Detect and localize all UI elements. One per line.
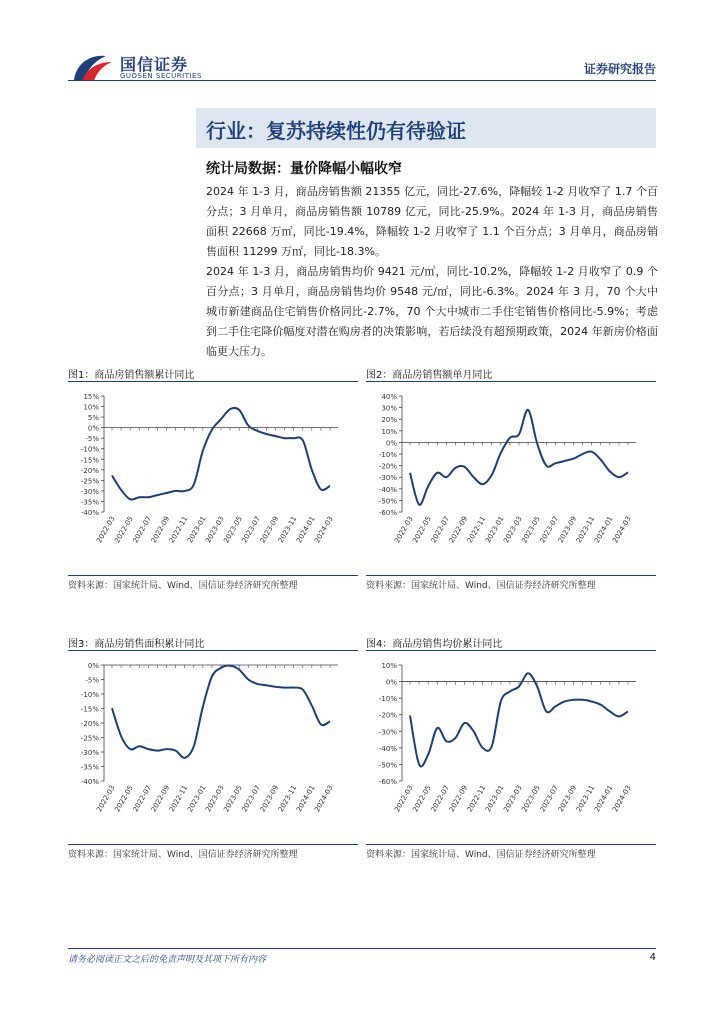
x-tick-label: 2023-11 <box>574 515 597 545</box>
y-tick-label: -40% <box>80 778 99 786</box>
x-tick-label: 2022-07 <box>131 515 154 545</box>
figure-title: 图2：商品房销售额单月同比 <box>366 370 493 381</box>
x-tick-label: 2023-05 <box>520 515 542 545</box>
x-tick-label: 2022-03 <box>393 515 415 545</box>
y-tick-label: 30% <box>381 404 397 413</box>
y-tick-label: -5% <box>85 676 99 685</box>
x-tick-label: 2023-05 <box>222 784 244 814</box>
y-tick-label: -25% <box>80 477 99 486</box>
y-tick-label: 10% <box>381 662 397 670</box>
y-tick-label: 40% <box>381 393 397 401</box>
y-tick-label: -60% <box>378 509 397 517</box>
y-tick-label: -20% <box>80 720 99 728</box>
y-tick-label: -40% <box>378 485 397 494</box>
y-tick-label: -40% <box>80 509 99 517</box>
figure-source-divider <box>366 575 656 576</box>
y-tick-label: -40% <box>378 744 397 753</box>
y-tick-label: -15% <box>80 705 99 714</box>
x-tick-label: 2024-03 <box>611 784 633 814</box>
x-tick-label: 2022-07 <box>429 784 452 814</box>
y-tick-label: -20% <box>80 466 99 475</box>
figure-2 <box>366 366 656 596</box>
y-tick-label: -25% <box>80 734 99 743</box>
x-tick-label: 2022-05 <box>113 784 135 814</box>
header-divider <box>68 80 656 81</box>
x-tick-label: 2024-01 <box>593 784 615 814</box>
x-tick-label: 2022-11 <box>167 784 190 814</box>
y-tick-label: -30% <box>80 487 99 496</box>
figure-title: 图3：商品房销售面积累计同比 <box>68 639 205 650</box>
body-paragraph-2: 2024 年 1-3 月，商品房销售均价 9421 元/㎡，同比-10.2%，降幅较 1-2 月收窄了 0.9 个百分点；3 月单月，商品房销售均价 9548 元/㎡，同比-6.3%。2024 年 3 月，70 个大中城市新建商品住宅销售价格同比-2.7%，70 个大中城市二手住宅销售价格同比-5.9%；考虑到二手住宅降价幅度对潜在购房者的决策影响，若后续没有超预期政策，2024 年新房价格面临更大压力。 <box>206 265 658 358</box>
figure-source-divider <box>68 575 358 576</box>
y-tick-label: -30% <box>378 728 397 737</box>
x-tick-label: 2022-09 <box>447 784 470 814</box>
x-tick-label: 2023-11 <box>276 515 299 545</box>
x-tick-label: 2024-03 <box>313 515 335 545</box>
figure-title-divider <box>68 381 358 382</box>
y-tick-label: 10% <box>381 427 397 436</box>
figure-3 <box>68 635 358 865</box>
y-tick-label: -35% <box>80 763 99 772</box>
logo-chinese-name: 国信证券 <box>120 55 189 74</box>
y-tick-label: 0% <box>87 662 99 670</box>
y-tick-label: -15% <box>80 456 99 465</box>
x-tick-label: 2023-09 <box>258 515 281 545</box>
x-tick-label: 2023-01 <box>186 515 208 545</box>
x-tick-label: 2023-03 <box>502 515 524 545</box>
line-chart <box>68 653 358 843</box>
line-chart <box>68 384 358 574</box>
line-chart <box>366 384 656 574</box>
figure-title: 图4：商品房销售均价累计同比 <box>366 639 503 650</box>
x-tick-label: 2022-05 <box>411 784 433 814</box>
y-tick-label: -50% <box>378 497 397 506</box>
x-tick-label: 2023-11 <box>276 784 299 814</box>
x-tick-label: 2023-03 <box>502 784 524 814</box>
page-header <box>0 0 724 92</box>
series-line <box>112 666 330 758</box>
x-tick-label: 2022-05 <box>113 515 135 545</box>
figure-source-divider <box>366 844 656 845</box>
page-number: 4 <box>649 952 656 963</box>
y-tick-label: 0% <box>87 424 99 433</box>
y-tick-label: 10% <box>83 403 99 412</box>
x-tick-label: 2023-03 <box>204 784 226 814</box>
x-tick-label: 2024-03 <box>611 515 633 545</box>
x-tick-label: 2023-05 <box>222 515 244 545</box>
x-tick-label: 2023-11 <box>574 784 597 814</box>
y-tick-label: -10% <box>80 445 99 454</box>
section-subtitle: 统计局数据：量价降幅小幅收窄 <box>206 161 402 177</box>
y-tick-label: -5% <box>85 435 99 444</box>
figure-4 <box>366 635 656 865</box>
x-tick-label: 2023-01 <box>484 515 506 545</box>
x-tick-label: 2023-01 <box>484 784 506 814</box>
x-tick-label: 2023-07 <box>538 515 561 545</box>
figure-source: 资料来源：国家统计局、Wind、国信证券经济研究所整理 <box>68 850 298 860</box>
series-line <box>410 673 628 766</box>
y-tick-label: -35% <box>80 498 99 507</box>
figure-source: 资料来源：国家统计局、Wind、国信证券经济研究所整理 <box>68 581 298 591</box>
figure-source: 资料来源：国家统计局、Wind、国信证券经济研究所整理 <box>366 850 596 860</box>
figure-title-divider <box>68 650 358 651</box>
x-tick-label: 2022-07 <box>429 515 452 545</box>
figure-title-divider <box>366 381 656 382</box>
y-tick-label: 5% <box>87 414 99 423</box>
x-tick-label: 2023-07 <box>240 515 263 545</box>
x-tick-label: 2023-09 <box>258 784 281 814</box>
body-paragraph-1: 2024 年 1-3 月，商品房销售额 21355 亿元，同比-27.6%，降幅较 1-2 月收窄了 1.7 个百分点；3 月单月，商品房销售额 10789 亿元，同比-25.9%。2024 年 1-3 月，商品房销售面积 22668 万㎡，同比-19.4%，降幅较 1-2 月收窄了 1.1 个百分点；3 月单月，商品房销售面积 11299 万㎡，同比-18.3%。 <box>206 185 658 258</box>
y-tick-label: -10% <box>378 695 397 704</box>
footer-disclaimer: 请务必阅读正文之后的免责声明及其项下所有内容 <box>68 955 267 965</box>
x-tick-label: 2022-03 <box>95 515 117 545</box>
y-tick-label: -30% <box>80 749 99 757</box>
figure-title-divider <box>366 650 656 651</box>
y-tick-label: -30% <box>378 474 397 483</box>
figure-title: 图1：商品房销售额累计同比 <box>68 370 195 381</box>
series-line <box>112 408 330 500</box>
x-tick-label: 2022-09 <box>149 784 172 814</box>
y-tick-label: 0% <box>385 439 397 448</box>
x-tick-label: 2024-01 <box>593 515 615 545</box>
x-tick-label: 2023-09 <box>556 515 579 545</box>
figure-source: 资料来源：国家统计局、Wind、国信证券经济研究所整理 <box>366 581 596 591</box>
x-tick-label: 2023-03 <box>204 515 226 545</box>
y-tick-label: -20% <box>378 711 397 720</box>
x-tick-label: 2022-11 <box>465 515 488 545</box>
y-tick-label: -20% <box>378 462 397 471</box>
y-tick-label: -10% <box>378 451 397 459</box>
section-title-bar <box>196 108 656 148</box>
x-tick-label: 2022-11 <box>167 515 190 545</box>
footer-divider <box>68 948 656 949</box>
x-tick-label: 2022-11 <box>465 784 488 814</box>
y-tick-label: 20% <box>381 416 397 425</box>
x-tick-label: 2024-01 <box>295 515 317 545</box>
x-tick-label: 2022-05 <box>411 515 433 545</box>
report-type-label: 证券研究报告 <box>583 62 656 76</box>
x-tick-label: 2023-07 <box>240 784 263 814</box>
y-tick-label: -60% <box>378 778 397 786</box>
section-title: 行业：复苏持续性仍有待验证 <box>206 119 466 143</box>
y-tick-label: 15% <box>83 393 99 401</box>
line-chart <box>366 653 656 843</box>
y-tick-label: -10% <box>80 691 99 699</box>
x-tick-label: 2024-03 <box>313 784 335 814</box>
x-tick-label: 2022-09 <box>149 515 172 545</box>
figure-source-divider <box>68 844 358 845</box>
series-line <box>410 410 628 505</box>
x-tick-label: 2023-09 <box>556 784 579 814</box>
x-tick-label: 2024-01 <box>295 784 317 814</box>
x-tick-label: 2022-03 <box>393 784 415 814</box>
y-tick-label: 0% <box>385 678 397 687</box>
figure-1 <box>68 366 358 596</box>
x-tick-label: 2022-07 <box>131 784 154 814</box>
y-tick-label: -50% <box>378 761 397 770</box>
x-tick-label: 2023-05 <box>520 784 542 814</box>
x-tick-label: 2022-09 <box>447 515 470 545</box>
x-tick-label: 2022-03 <box>95 784 117 814</box>
x-tick-label: 2023-01 <box>186 784 208 814</box>
x-tick-label: 2023-07 <box>538 784 561 814</box>
logo-english-name: GUOSEN SECURITIES <box>120 72 202 80</box>
